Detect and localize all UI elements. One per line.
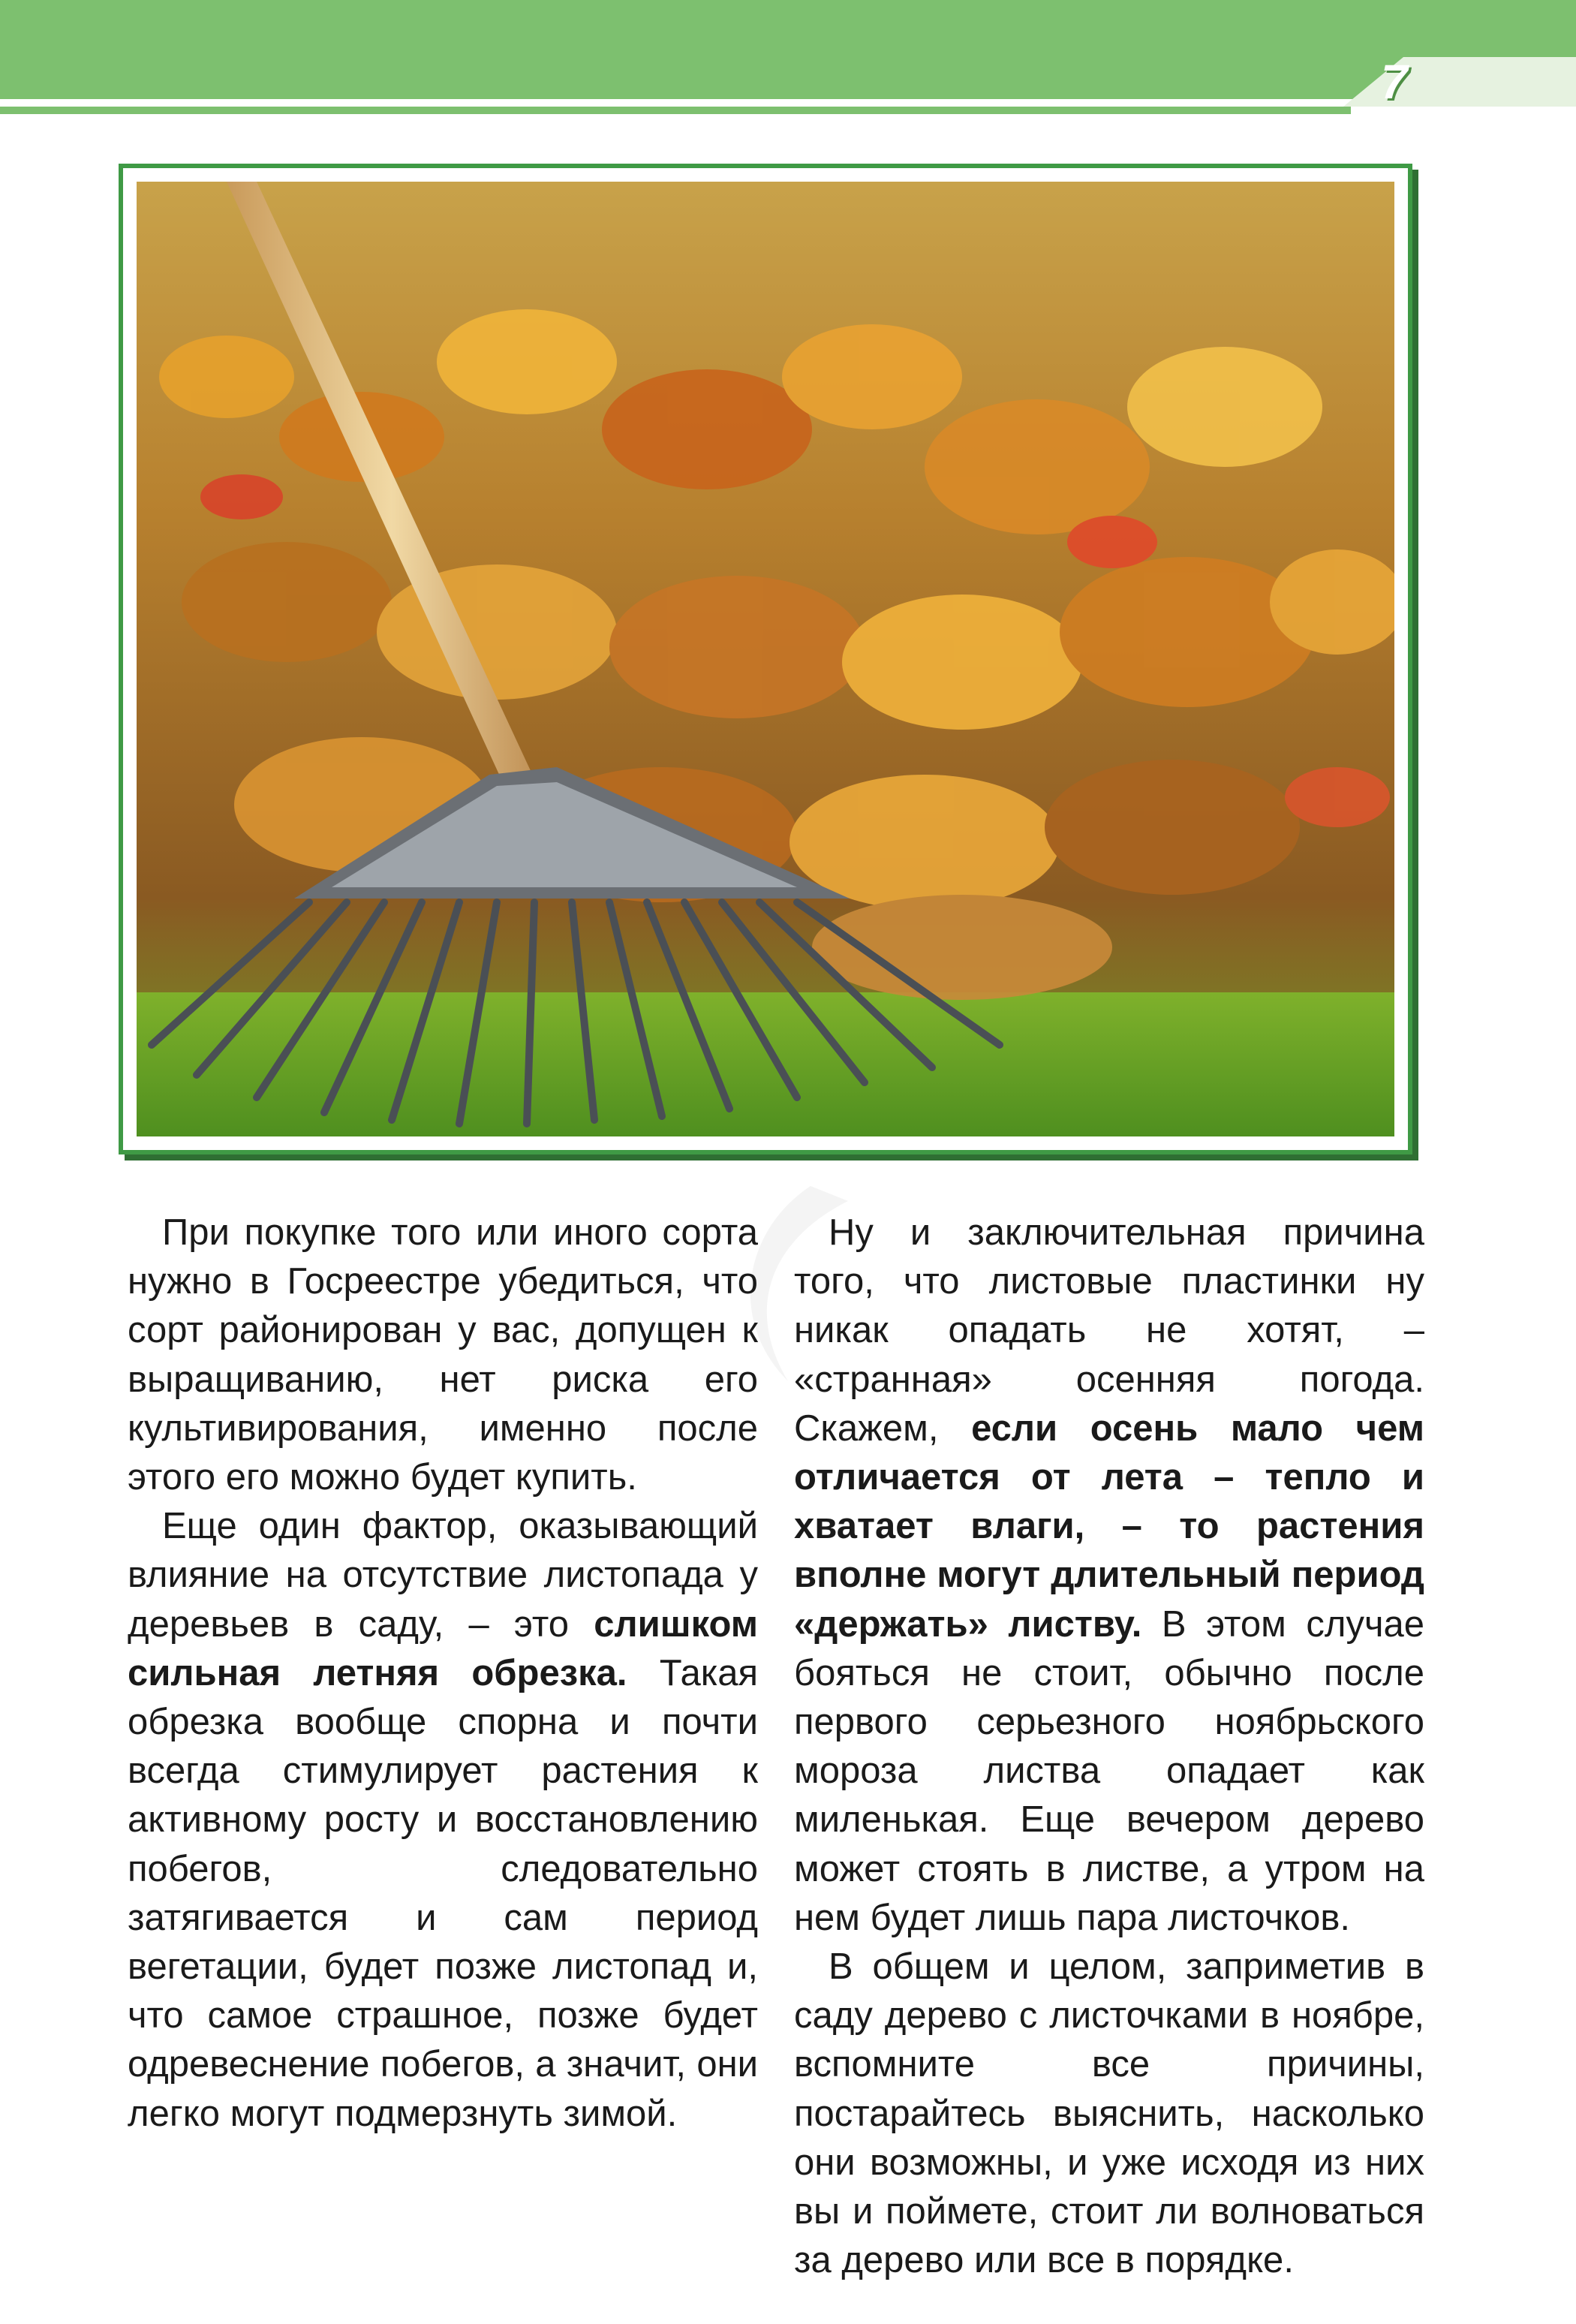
header-divider xyxy=(0,107,1351,114)
emphasis: если осень мало чем отличается от лета – тепло и хватает влаги, – то растения вполне могут длительный период «держать» листву. xyxy=(794,1407,1424,1645)
autumn-leaves-rake-photo xyxy=(137,182,1394,1136)
paragraph: При покупке того или иного сорта нужно в Госреестре убедиться, что сорт районирован у вас, допущен к выращиванию, нет риска его культивирования, именно после этого его можно будет купить. xyxy=(128,1212,758,1498)
header-band xyxy=(0,0,1576,99)
paragraph: Ну и заключительная причина того, что листовые пластинки ну никак опадать не хотят, – «странная» осенняя погода. Скажем, если осень мало чем отличается от лета – тепло и хватает влаги, – то растения вполне могут длительный период «держать» листву. В этом случае бояться не стоит, обычно после первого серьезного ноябрьского мороза листва опадает как миленькая. Еще вечером дерево может стоять в листве, а утром на нем будет лишь пара листочков. xyxy=(794,1212,1424,1938)
paragraph: В общем и целом, заприметив в саду дерево с листочками в ноябре, вспомните все причины, постарайтесь выяснить, насколько они возможны, и уже исходя из них вы и поймете, стоит ли волноваться за дерево или все в порядке. xyxy=(794,1946,1424,2281)
photo-frame xyxy=(119,164,1412,1154)
right-text-column xyxy=(794,1209,1424,2285)
emphasis: слишком сильная летняя обрезка. xyxy=(128,1603,758,1693)
left-text-column xyxy=(128,1209,758,2139)
paragraph: Еще один фактор, оказывающий влияние на отсутствие листопада у деревьев в саду, – это слишком сильная летняя обрезка. Такая обрезка вообще спорна и почти всегда стимулирует растения к активному росту и восстановлению побегов, следовательно затягивается и сам период вегетации, будет позже листопад и, что самое страшное, позже будет одревеснение побегов, а значит, они легко могут подмерзнуть зимой. xyxy=(128,1506,758,2134)
page-number: 7 xyxy=(1381,55,1408,109)
